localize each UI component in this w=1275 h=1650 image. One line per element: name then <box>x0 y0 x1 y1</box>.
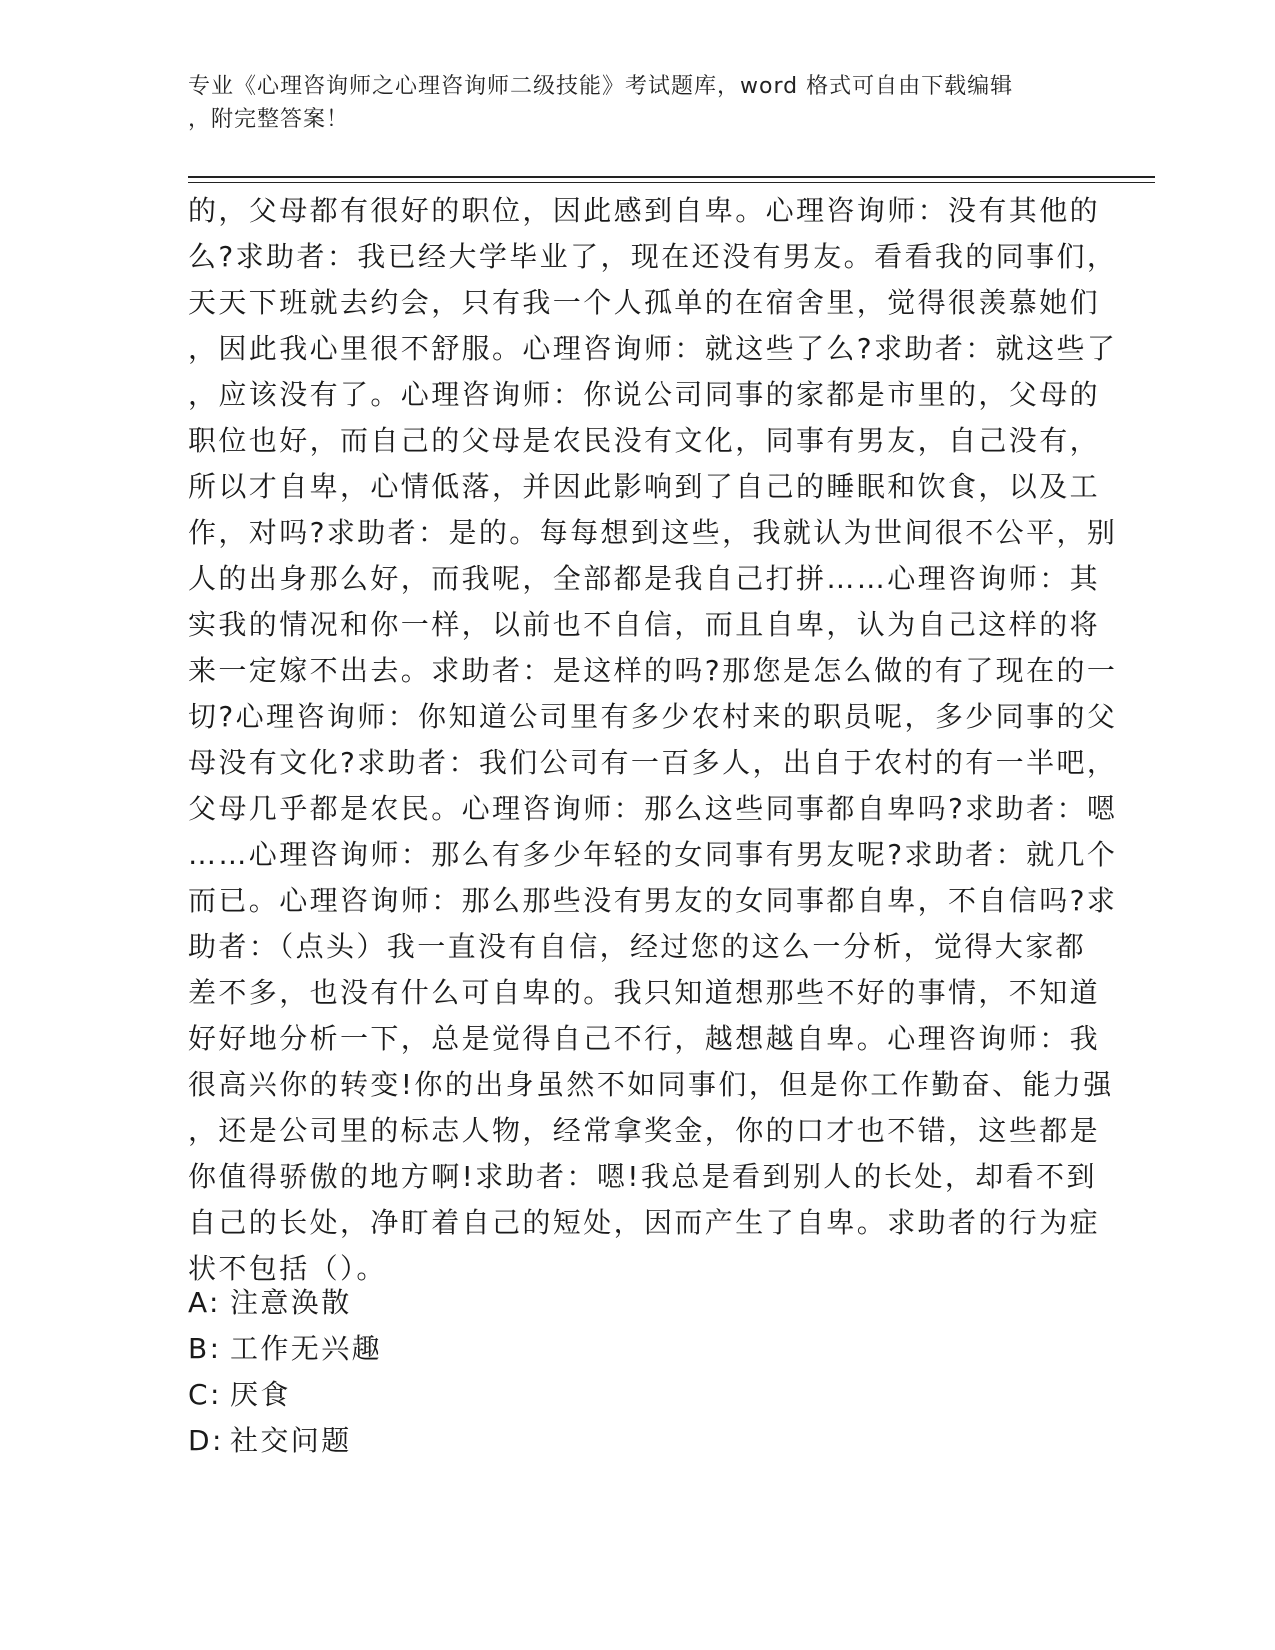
option-letter: A: <box>188 1286 221 1319</box>
body-line: 自己的长处，净盯着自己的短处，因而产生了自卑。求助者的行为症 <box>188 1206 1101 1239</box>
header-line-1: 专业《心理咨询师之心理咨询师二级技能》考试题库，word 格式可自由下载编辑 <box>188 74 1014 99</box>
body-line: 所以才自卑，心情低落，并因此影响到了自己的睡眠和饮食，以及工 <box>188 470 1101 503</box>
option-letter: D: <box>188 1424 224 1457</box>
option-c <box>188 1372 1088 1418</box>
body-line: 来一定嫁不出去。求助者：是这样的吗?那您是怎么做的有了现在的一 <box>188 654 1118 687</box>
body-line: ，还是公司里的标志人物，经常拿奖金，你的口才也不错，这些都是 <box>188 1114 1101 1147</box>
option-letter: C: <box>188 1378 222 1411</box>
body-line: 助者：（点头）我一直没有自信，经过您的这么一分析，觉得大家都 <box>188 930 1087 963</box>
body-line: ，因此我心里很不舒服。心理咨询师：就这些了么?求助者：就这些了 <box>188 332 1118 365</box>
header-divider-thick <box>188 176 1155 178</box>
option-letter: B: <box>188 1332 222 1365</box>
body-line: 实我的情况和你一样，以前也不自信，而且自卑，认为自己这样的将 <box>188 608 1101 641</box>
header-line-2: ，附完整答案！ <box>188 107 350 132</box>
body-line: 状不包括（）。 <box>188 1252 387 1285</box>
option-a <box>188 1280 1088 1326</box>
body-line: 你值得骄傲的地方啊!求助者：嗯!我总是看到别人的长处，却看不到 <box>188 1160 1097 1193</box>
body-line: 好好地分析一下，总是觉得自己不行，越想越自卑。心理咨询师：我 <box>188 1022 1101 1055</box>
option-b <box>188 1326 1088 1372</box>
body-line: 么?求助者：我已经大学毕业了，现在还没有男友。看看我的同事们， <box>188 240 1118 273</box>
option-d <box>188 1418 1088 1464</box>
body-line: 很高兴你的转变!你的出身虽然不如同事们，但是你工作勤奋、能力强 <box>188 1068 1114 1101</box>
body-line: 母没有文化?求助者：我们公司有一百多人，出自于农村的有一半吧， <box>188 746 1118 779</box>
body-line: 天天下班就去约会，只有我一个人孤单的在宿舍里，觉得很羡慕她们 <box>188 286 1101 319</box>
body-line: 父母几乎都是农民。心理咨询师：那么这些同事都自卑吗?求助者：嗯 <box>188 792 1118 825</box>
answer-options <box>188 1280 1088 1464</box>
option-text: 工作无兴趣 <box>230 1332 383 1365</box>
body-line: 差不多，也没有什么可自卑的。我只知道想那些不好的事情，不知道 <box>188 976 1101 1009</box>
option-text: 厌食 <box>230 1378 291 1411</box>
body-line: 而已。心理咨询师：那么那些没有男友的女同事都自卑，不自信吗?求 <box>188 884 1118 917</box>
body-line: 作，对吗?求助者：是的。每每想到这些，我就认为世间很不公平，别 <box>188 516 1118 549</box>
document-header <box>188 70 1078 136</box>
question-body <box>188 188 1118 1292</box>
header-divider-thin <box>188 182 1155 183</box>
body-line: 切?心理咨询师：你知道公司里有多少农村来的职员呢，多少同事的父 <box>188 700 1118 733</box>
body-line: ，应该没有了。心理咨询师：你说公司同事的家都是市里的，父母的 <box>188 378 1101 411</box>
body-line: 的，父母都有很好的职位，因此感到自卑。心理咨询师：没有其他的 <box>188 194 1101 227</box>
body-line: 职位也好，而自己的父母是农民没有文化，同事有男友，自己没有， <box>188 424 1101 457</box>
option-text: 社交问题 <box>230 1424 352 1457</box>
option-text: 注意涣散 <box>230 1286 352 1319</box>
body-line: 人的出身那么好，而我呢，全部都是我自己打拼……心理咨询师：其 <box>188 562 1101 595</box>
body-line: ……心理咨询师：那么有多少年轻的女同事有男友呢?求助者：就几个 <box>188 838 1118 871</box>
